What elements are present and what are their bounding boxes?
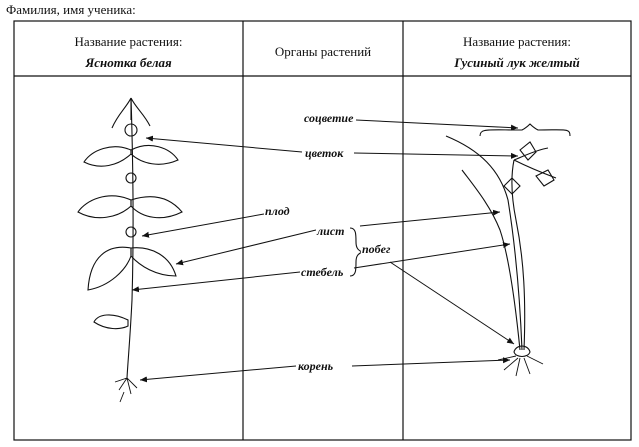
middle-column-title: Органы растений [274, 44, 372, 59]
right-plant-name: Гусиный лук желтый [454, 55, 580, 70]
label-stem: стебель [301, 265, 344, 279]
label-flower: цветок [305, 146, 344, 160]
inflorescence-brace [480, 124, 570, 136]
label-leaf: лист [317, 224, 345, 238]
label-inflorescence: соцветие [304, 111, 354, 125]
right-column-header [403, 34, 631, 71]
middle-column-header [243, 44, 403, 60]
left-plant-name: Яснотка белая [85, 55, 172, 70]
left-column-header [14, 34, 243, 71]
gagea-lutea-drawing [446, 136, 556, 376]
label-fruit: плод [265, 204, 290, 218]
dead-nettle-drawing [78, 98, 182, 402]
label-root: корень [298, 359, 334, 373]
student-name-label: Фамилия, имя ученика: [6, 2, 136, 17]
left-column-title: Название растения: [74, 34, 183, 49]
right-column-title: Название растения: [463, 34, 571, 49]
label-shoot: побег [362, 242, 391, 256]
